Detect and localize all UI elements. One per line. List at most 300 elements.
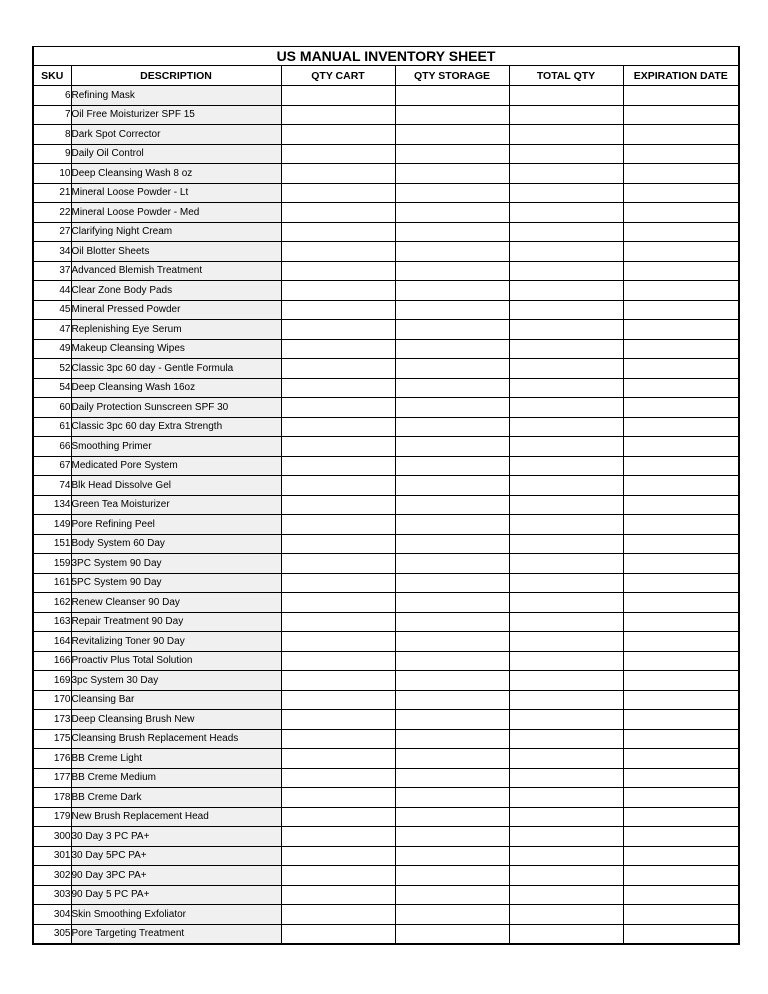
sku-cell: 162	[33, 593, 71, 613]
qty-storage-cell[interactable]	[395, 788, 509, 808]
qty-storage-cell[interactable]	[395, 885, 509, 905]
table-row	[33, 320, 739, 340]
table-row	[33, 612, 739, 632]
qty-storage-cell[interactable]	[395, 612, 509, 632]
expiration-date-cell[interactable]	[623, 885, 739, 905]
table-row	[33, 105, 739, 125]
sku-cell: 52	[33, 359, 71, 379]
table-row	[33, 183, 739, 203]
inventory-table	[32, 46, 740, 945]
total-qty-cell[interactable]	[509, 261, 623, 281]
table-row	[33, 339, 739, 359]
total-qty-cell[interactable]	[509, 593, 623, 613]
total-qty-cell[interactable]	[509, 632, 623, 652]
qty-cart-cell[interactable]	[281, 651, 395, 671]
expiration-date-cell[interactable]	[623, 534, 739, 554]
qty-cart-cell[interactable]	[281, 671, 395, 691]
qty-storage-cell[interactable]	[395, 749, 509, 769]
qty-storage-cell[interactable]	[395, 417, 509, 437]
sku-cell: 164	[33, 632, 71, 652]
qty-cart-cell[interactable]	[281, 554, 395, 574]
table-row	[33, 846, 739, 866]
expiration-date-cell[interactable]	[623, 242, 739, 262]
table-row	[33, 632, 739, 652]
total-qty-cell[interactable]	[509, 554, 623, 574]
total-qty-cell[interactable]	[509, 573, 623, 593]
qty-storage-cell[interactable]	[395, 573, 509, 593]
table-row	[33, 261, 739, 281]
sku-cell: 163	[33, 612, 71, 632]
qty-cart-cell[interactable]	[281, 300, 395, 320]
total-qty-cell[interactable]	[509, 924, 623, 944]
qty-storage-cell[interactable]	[395, 554, 509, 574]
expiration-date-cell[interactable]	[623, 359, 739, 379]
qty-storage-cell[interactable]	[395, 905, 509, 925]
description-cell: BB Creme Medium	[71, 768, 281, 788]
expiration-date-cell[interactable]	[623, 905, 739, 925]
qty-cart-cell[interactable]	[281, 924, 395, 944]
table-row	[33, 378, 739, 398]
description-cell: Body System 60 Day	[71, 534, 281, 554]
table-row	[33, 222, 739, 242]
table-row	[33, 456, 739, 476]
total-qty-cell[interactable]	[509, 788, 623, 808]
sku-cell: 303	[33, 885, 71, 905]
qty-storage-cell[interactable]	[395, 242, 509, 262]
qty-storage-cell[interactable]	[395, 476, 509, 496]
total-qty-cell[interactable]	[509, 398, 623, 418]
table-row	[33, 749, 739, 769]
total-qty-cell[interactable]	[509, 125, 623, 145]
qty-cart-cell[interactable]	[281, 456, 395, 476]
expiration-date-cell[interactable]	[623, 573, 739, 593]
expiration-date-cell[interactable]	[623, 788, 739, 808]
qty-cart-cell[interactable]	[281, 495, 395, 515]
table-row	[33, 690, 739, 710]
expiration-date-cell[interactable]	[623, 398, 739, 418]
total-qty-cell[interactable]	[509, 749, 623, 769]
sku-cell: 300	[33, 827, 71, 847]
table-row	[33, 534, 739, 554]
table-row	[33, 417, 739, 437]
sku-cell: 177	[33, 768, 71, 788]
expiration-date-cell[interactable]	[623, 651, 739, 671]
column-header-qty-storage: QTY STORAGE	[395, 66, 509, 86]
qty-cart-cell[interactable]	[281, 573, 395, 593]
qty-cart-cell[interactable]	[281, 827, 395, 847]
table-row	[33, 300, 739, 320]
sku-cell: 302	[33, 866, 71, 886]
qty-cart-cell[interactable]	[281, 710, 395, 730]
qty-storage-cell[interactable]	[395, 456, 509, 476]
expiration-date-cell[interactable]	[623, 339, 739, 359]
qty-cart-cell[interactable]	[281, 807, 395, 827]
qty-storage-cell[interactable]	[395, 339, 509, 359]
expiration-date-cell[interactable]	[623, 807, 739, 827]
total-qty-cell[interactable]	[509, 768, 623, 788]
qty-storage-cell[interactable]	[395, 261, 509, 281]
expiration-date-cell[interactable]	[623, 261, 739, 281]
expiration-date-cell[interactable]	[623, 495, 739, 515]
qty-storage-cell[interactable]	[395, 281, 509, 301]
total-qty-cell[interactable]	[509, 456, 623, 476]
expiration-date-cell[interactable]	[623, 144, 739, 164]
total-qty-cell[interactable]	[509, 320, 623, 340]
table-row	[33, 437, 739, 457]
expiration-date-cell[interactable]	[623, 710, 739, 730]
table-row	[33, 885, 739, 905]
sku-cell: 304	[33, 905, 71, 925]
column-header-qty-cart: QTY CART	[281, 66, 395, 86]
description-cell: Mineral Loose Powder - Med	[71, 203, 281, 223]
sku-cell: 7	[33, 105, 71, 125]
sku-cell: 179	[33, 807, 71, 827]
qty-cart-cell[interactable]	[281, 105, 395, 125]
sku-cell: 173	[33, 710, 71, 730]
qty-cart-cell[interactable]	[281, 183, 395, 203]
expiration-date-cell[interactable]	[623, 729, 739, 749]
description-cell: Revitalizing Toner 90 Day	[71, 632, 281, 652]
qty-cart-cell[interactable]	[281, 729, 395, 749]
expiration-date-cell[interactable]	[623, 320, 739, 340]
table-row	[33, 827, 739, 847]
table-row	[33, 242, 739, 262]
table-row	[33, 807, 739, 827]
qty-storage-cell[interactable]	[395, 398, 509, 418]
description-cell: Skin Smoothing Exfoliator	[71, 905, 281, 925]
total-qty-cell[interactable]	[509, 495, 623, 515]
qty-cart-cell[interactable]	[281, 417, 395, 437]
qty-cart-cell[interactable]	[281, 885, 395, 905]
total-qty-cell[interactable]	[509, 242, 623, 262]
qty-cart-cell[interactable]	[281, 905, 395, 925]
expiration-date-cell[interactable]	[623, 281, 739, 301]
qty-cart-cell[interactable]	[281, 593, 395, 613]
expiration-date-cell[interactable]	[623, 125, 739, 145]
table-row	[33, 398, 739, 418]
qty-storage-cell[interactable]	[395, 437, 509, 457]
table-row	[33, 788, 739, 808]
total-qty-cell[interactable]	[509, 866, 623, 886]
sku-cell: 175	[33, 729, 71, 749]
qty-storage-cell[interactable]	[395, 924, 509, 944]
total-qty-cell[interactable]	[509, 905, 623, 925]
table-row	[33, 768, 739, 788]
qty-cart-cell[interactable]	[281, 261, 395, 281]
qty-storage-cell[interactable]	[395, 710, 509, 730]
description-cell: 90 Day 5 PC PA+	[71, 885, 281, 905]
qty-storage-cell[interactable]	[395, 671, 509, 691]
total-qty-cell[interactable]	[509, 846, 623, 866]
qty-storage-cell[interactable]	[395, 846, 509, 866]
sku-cell: 10	[33, 164, 71, 184]
expiration-date-cell[interactable]	[623, 437, 739, 457]
table-row	[33, 86, 739, 106]
qty-storage-cell[interactable]	[395, 632, 509, 652]
qty-cart-cell[interactable]	[281, 437, 395, 457]
qty-cart-cell[interactable]	[281, 632, 395, 652]
description-cell: Classic 3pc 60 day Extra Strength	[71, 417, 281, 437]
qty-storage-cell[interactable]	[395, 203, 509, 223]
qty-storage-cell[interactable]	[395, 222, 509, 242]
total-qty-cell[interactable]	[509, 203, 623, 223]
description-cell: Daily Oil Control	[71, 144, 281, 164]
expiration-date-cell[interactable]	[623, 417, 739, 437]
total-qty-cell[interactable]	[509, 651, 623, 671]
expiration-date-cell[interactable]	[623, 768, 739, 788]
description-cell: Dark Spot Corrector	[71, 125, 281, 145]
sku-cell: 170	[33, 690, 71, 710]
table-row	[33, 203, 739, 223]
qty-storage-cell[interactable]	[395, 768, 509, 788]
qty-cart-cell[interactable]	[281, 339, 395, 359]
table-row	[33, 476, 739, 496]
description-cell: BB Creme Light	[71, 749, 281, 769]
expiration-date-cell[interactable]	[623, 164, 739, 184]
qty-cart-cell[interactable]	[281, 788, 395, 808]
qty-cart-cell[interactable]	[281, 378, 395, 398]
expiration-date-cell[interactable]	[623, 749, 739, 769]
qty-cart-cell[interactable]	[281, 768, 395, 788]
sku-cell: 134	[33, 495, 71, 515]
sku-cell: 166	[33, 651, 71, 671]
expiration-date-cell[interactable]	[623, 632, 739, 652]
table-row	[33, 710, 739, 730]
total-qty-cell[interactable]	[509, 729, 623, 749]
description-cell: Green Tea Moisturizer	[71, 495, 281, 515]
qty-cart-cell[interactable]	[281, 846, 395, 866]
header-row	[33, 66, 739, 86]
expiration-date-cell[interactable]	[623, 924, 739, 944]
sku-cell: 54	[33, 378, 71, 398]
total-qty-cell[interactable]	[509, 222, 623, 242]
expiration-date-cell[interactable]	[623, 105, 739, 125]
qty-cart-cell[interactable]	[281, 398, 395, 418]
expiration-date-cell[interactable]	[623, 183, 739, 203]
expiration-date-cell[interactable]	[623, 593, 739, 613]
expiration-date-cell[interactable]	[623, 222, 739, 242]
total-qty-cell[interactable]	[509, 534, 623, 554]
expiration-date-cell[interactable]	[623, 86, 739, 106]
sku-cell: 8	[33, 125, 71, 145]
qty-storage-cell[interactable]	[395, 866, 509, 886]
sku-cell: 169	[33, 671, 71, 691]
qty-cart-cell[interactable]	[281, 690, 395, 710]
table-row	[33, 554, 739, 574]
sku-cell: 67	[33, 456, 71, 476]
qty-storage-cell[interactable]	[395, 690, 509, 710]
qty-cart-cell[interactable]	[281, 125, 395, 145]
sku-cell: 27	[33, 222, 71, 242]
description-cell: 30 Day 5PC PA+	[71, 846, 281, 866]
qty-cart-cell[interactable]	[281, 612, 395, 632]
sku-cell: 44	[33, 281, 71, 301]
column-header-total-qty: TOTAL QTY	[509, 66, 623, 86]
table-body	[33, 86, 739, 945]
total-qty-cell[interactable]	[509, 281, 623, 301]
qty-storage-cell[interactable]	[395, 320, 509, 340]
table-row	[33, 495, 739, 515]
total-qty-cell[interactable]	[509, 359, 623, 379]
expiration-date-cell[interactable]	[623, 866, 739, 886]
qty-cart-cell[interactable]	[281, 281, 395, 301]
qty-storage-cell[interactable]	[395, 807, 509, 827]
description-cell: 30 Day 3 PC PA+	[71, 827, 281, 847]
qty-cart-cell[interactable]	[281, 359, 395, 379]
sku-cell: 159	[33, 554, 71, 574]
total-qty-cell[interactable]	[509, 339, 623, 359]
qty-storage-cell[interactable]	[395, 827, 509, 847]
description-cell: 3pc System 30 Day	[71, 671, 281, 691]
description-cell: Clarifying Night Cream	[71, 222, 281, 242]
total-qty-cell[interactable]	[509, 515, 623, 535]
qty-cart-cell[interactable]	[281, 320, 395, 340]
qty-cart-cell[interactable]	[281, 534, 395, 554]
sheet-title: US MANUAL INVENTORY SHEET	[33, 47, 739, 66]
qty-storage-cell[interactable]	[395, 183, 509, 203]
description-cell: 90 Day 3PC PA+	[71, 866, 281, 886]
qty-cart-cell[interactable]	[281, 515, 395, 535]
total-qty-cell[interactable]	[509, 86, 623, 106]
sku-cell: 149	[33, 515, 71, 535]
description-cell: Replenishing Eye Serum	[71, 320, 281, 340]
qty-cart-cell[interactable]	[281, 866, 395, 886]
total-qty-cell[interactable]	[509, 885, 623, 905]
sku-cell: 66	[33, 437, 71, 457]
total-qty-cell[interactable]	[509, 417, 623, 437]
column-header-sku: SKU	[33, 66, 71, 86]
expiration-date-cell[interactable]	[623, 203, 739, 223]
expiration-date-cell[interactable]	[623, 827, 739, 847]
sku-cell: 74	[33, 476, 71, 496]
total-qty-cell[interactable]	[509, 710, 623, 730]
description-cell: Deep Cleansing Wash 8 oz	[71, 164, 281, 184]
description-cell: Deep Cleansing Brush New	[71, 710, 281, 730]
sku-cell: 22	[33, 203, 71, 223]
qty-cart-cell[interactable]	[281, 476, 395, 496]
expiration-date-cell[interactable]	[623, 378, 739, 398]
qty-storage-cell[interactable]	[395, 515, 509, 535]
sku-cell: 305	[33, 924, 71, 944]
description-cell: Smoothing Primer	[71, 437, 281, 457]
sku-cell: 60	[33, 398, 71, 418]
total-qty-cell[interactable]	[509, 612, 623, 632]
description-cell: Blk Head Dissolve Gel	[71, 476, 281, 496]
total-qty-cell[interactable]	[509, 827, 623, 847]
expiration-date-cell[interactable]	[623, 671, 739, 691]
qty-storage-cell[interactable]	[395, 300, 509, 320]
description-cell: Cleansing Bar	[71, 690, 281, 710]
qty-cart-cell[interactable]	[281, 749, 395, 769]
description-cell: Pore Targeting Treatment	[71, 924, 281, 944]
total-qty-cell[interactable]	[509, 300, 623, 320]
table-row	[33, 125, 739, 145]
sku-cell: 34	[33, 242, 71, 262]
qty-storage-cell[interactable]	[395, 144, 509, 164]
total-qty-cell[interactable]	[509, 183, 623, 203]
table-row	[33, 729, 739, 749]
table-row	[33, 905, 739, 925]
expiration-date-cell[interactable]	[623, 456, 739, 476]
qty-storage-cell[interactable]	[395, 729, 509, 749]
expiration-date-cell[interactable]	[623, 476, 739, 496]
description-cell: Repair Treatment 90 Day	[71, 612, 281, 632]
description-cell: BB Creme Dark	[71, 788, 281, 808]
expiration-date-cell[interactable]	[623, 300, 739, 320]
total-qty-cell[interactable]	[509, 671, 623, 691]
description-cell: 3PC System 90 Day	[71, 554, 281, 574]
qty-storage-cell[interactable]	[395, 86, 509, 106]
qty-storage-cell[interactable]	[395, 359, 509, 379]
description-cell: Renew Cleanser 90 Day	[71, 593, 281, 613]
total-qty-cell[interactable]	[509, 164, 623, 184]
total-qty-cell[interactable]	[509, 690, 623, 710]
expiration-date-cell[interactable]	[623, 846, 739, 866]
sku-cell: 49	[33, 339, 71, 359]
total-qty-cell[interactable]	[509, 144, 623, 164]
qty-storage-cell[interactable]	[395, 164, 509, 184]
expiration-date-cell[interactable]	[623, 690, 739, 710]
qty-cart-cell[interactable]	[281, 164, 395, 184]
qty-storage-cell[interactable]	[395, 378, 509, 398]
table-row	[33, 593, 739, 613]
description-cell: Clear Zone Body Pads	[71, 281, 281, 301]
description-cell: Daily Protection Sunscreen SPF 30	[71, 398, 281, 418]
table-row	[33, 515, 739, 535]
table-row	[33, 164, 739, 184]
description-cell: Mineral Loose Powder - Lt	[71, 183, 281, 203]
total-qty-cell[interactable]	[509, 105, 623, 125]
sku-cell: 9	[33, 144, 71, 164]
qty-cart-cell[interactable]	[281, 144, 395, 164]
description-cell: Deep Cleansing Wash 16oz	[71, 378, 281, 398]
table-row	[33, 359, 739, 379]
qty-cart-cell[interactable]	[281, 222, 395, 242]
table-row	[33, 866, 739, 886]
qty-storage-cell[interactable]	[395, 495, 509, 515]
expiration-date-cell[interactable]	[623, 515, 739, 535]
qty-storage-cell[interactable]	[395, 651, 509, 671]
expiration-date-cell[interactable]	[623, 612, 739, 632]
description-cell: Classic 3pc 60 day - Gentle Formula	[71, 359, 281, 379]
table-row	[33, 924, 739, 944]
total-qty-cell[interactable]	[509, 807, 623, 827]
qty-storage-cell[interactable]	[395, 125, 509, 145]
table-row	[33, 144, 739, 164]
total-qty-cell[interactable]	[509, 378, 623, 398]
column-header-expiration-date: EXPIRATION DATE	[623, 66, 739, 86]
description-cell: Advanced Blemish Treatment	[71, 261, 281, 281]
qty-storage-cell[interactable]	[395, 534, 509, 554]
description-cell: Makeup Cleansing Wipes	[71, 339, 281, 359]
qty-cart-cell[interactable]	[281, 242, 395, 262]
total-qty-cell[interactable]	[509, 476, 623, 496]
qty-storage-cell[interactable]	[395, 105, 509, 125]
total-qty-cell[interactable]	[509, 437, 623, 457]
sku-cell: 151	[33, 534, 71, 554]
description-cell: Cleansing Brush Replacement Heads	[71, 729, 281, 749]
qty-cart-cell[interactable]	[281, 86, 395, 106]
sku-cell: 45	[33, 300, 71, 320]
qty-cart-cell[interactable]	[281, 203, 395, 223]
column-header-description: DESCRIPTION	[71, 66, 281, 86]
description-cell: Oil Blotter Sheets	[71, 242, 281, 262]
expiration-date-cell[interactable]	[623, 554, 739, 574]
qty-storage-cell[interactable]	[395, 593, 509, 613]
sku-cell: 37	[33, 261, 71, 281]
sku-cell: 178	[33, 788, 71, 808]
description-cell: Mineral Pressed Powder	[71, 300, 281, 320]
